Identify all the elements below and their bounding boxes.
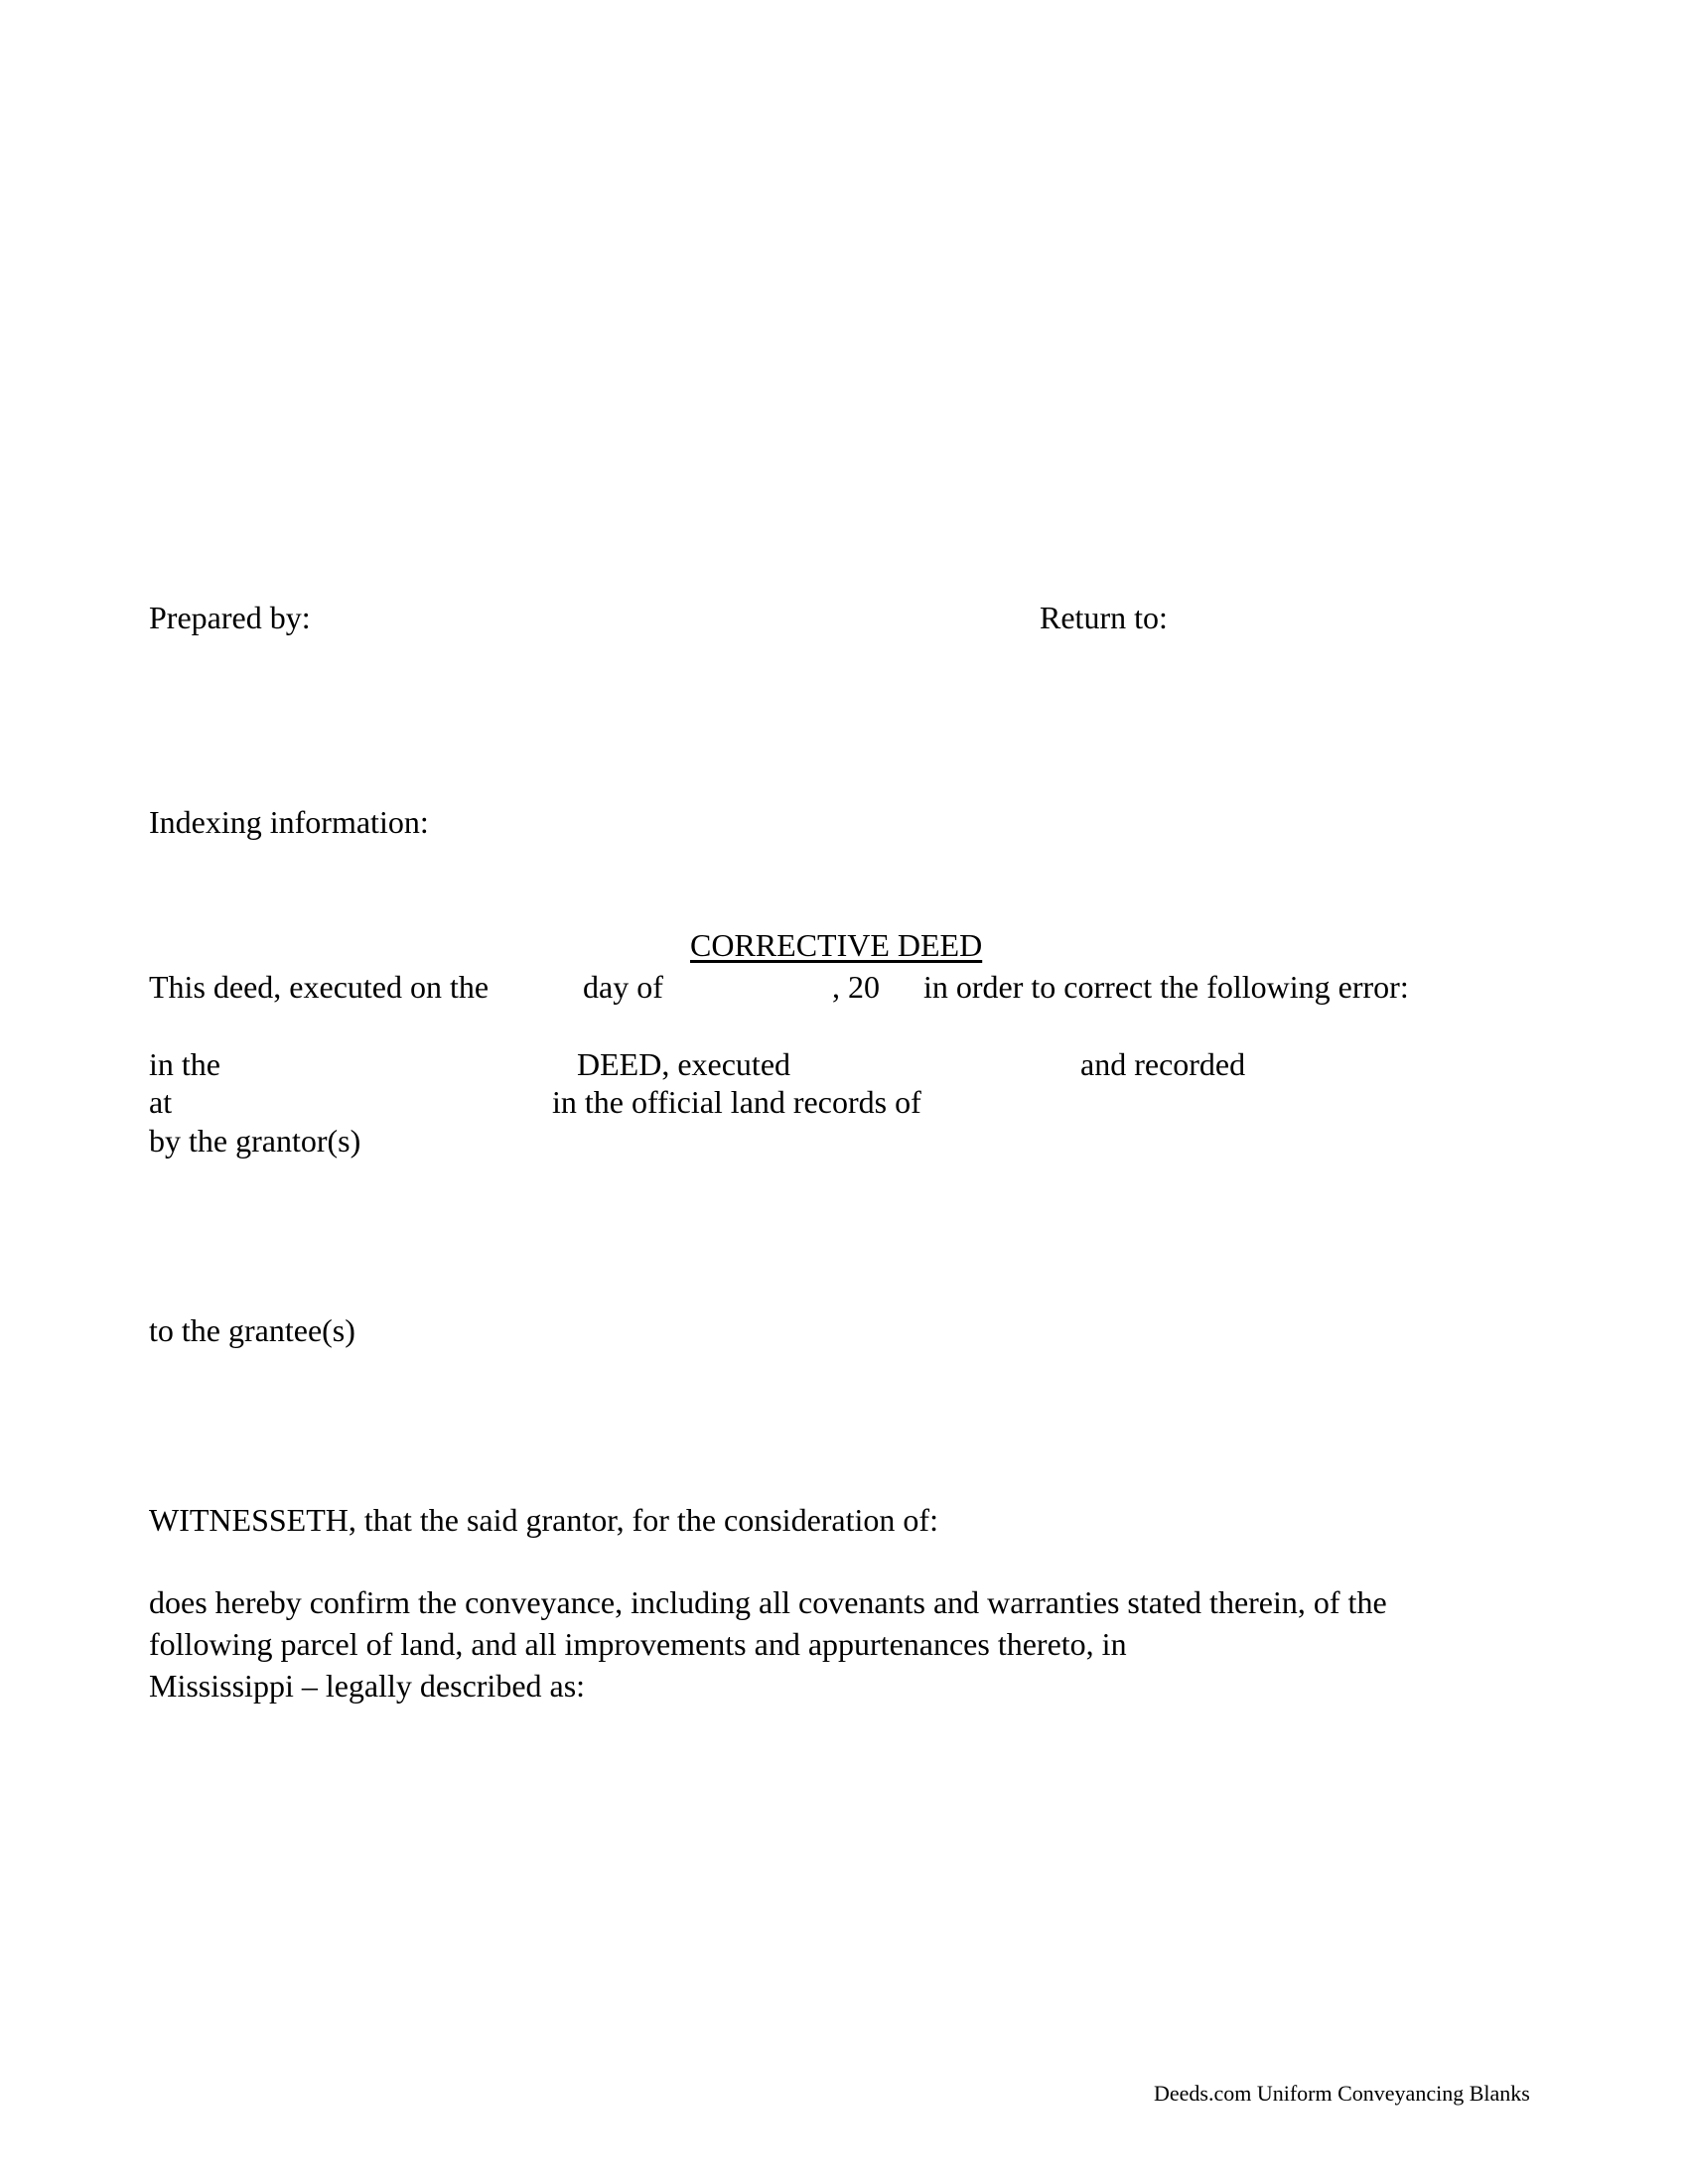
by-grantor-text: by the grantor(s) xyxy=(149,1123,361,1159)
year-prefix-text: , 20 xyxy=(832,969,880,1005)
and-recorded-text: and recorded xyxy=(1080,1046,1246,1082)
day-of-text: day of xyxy=(583,969,663,1005)
deed-executed-text: DEED, executed xyxy=(577,1046,791,1082)
confirm-conveyance-line-2: following parcel of land, and all improvements and appurtenances thereto, in xyxy=(149,1626,1127,1662)
at-text: at xyxy=(149,1084,173,1120)
document-title: CORRECTIVE DEED xyxy=(690,927,983,963)
footer-text: Deeds.com Uniform Conveyancing Blanks xyxy=(1154,2081,1530,2106)
return-to-label: Return to: xyxy=(1040,600,1168,635)
correction-purpose-text: in order to correct the following error: xyxy=(923,969,1409,1005)
prepared-by-label: Prepared by: xyxy=(149,600,311,635)
official-land-records-text: in the official land records of xyxy=(552,1084,921,1120)
to-grantee-text: to the grantee(s) xyxy=(149,1312,355,1348)
in-the-text: in the xyxy=(149,1046,220,1082)
witnesseth-text: WITNESSETH, that the said grantor, for the consideration of: xyxy=(149,1502,938,1538)
executed-on-text: This deed, executed on the xyxy=(149,969,490,1005)
confirm-conveyance-line-1: does hereby confirm the conveyance, including all covenants and warranties stated therein, of the xyxy=(149,1584,1387,1620)
indexing-information-label: Indexing information: xyxy=(149,804,429,840)
confirm-conveyance-line-3: Mississippi – legally described as: xyxy=(149,1668,586,1704)
